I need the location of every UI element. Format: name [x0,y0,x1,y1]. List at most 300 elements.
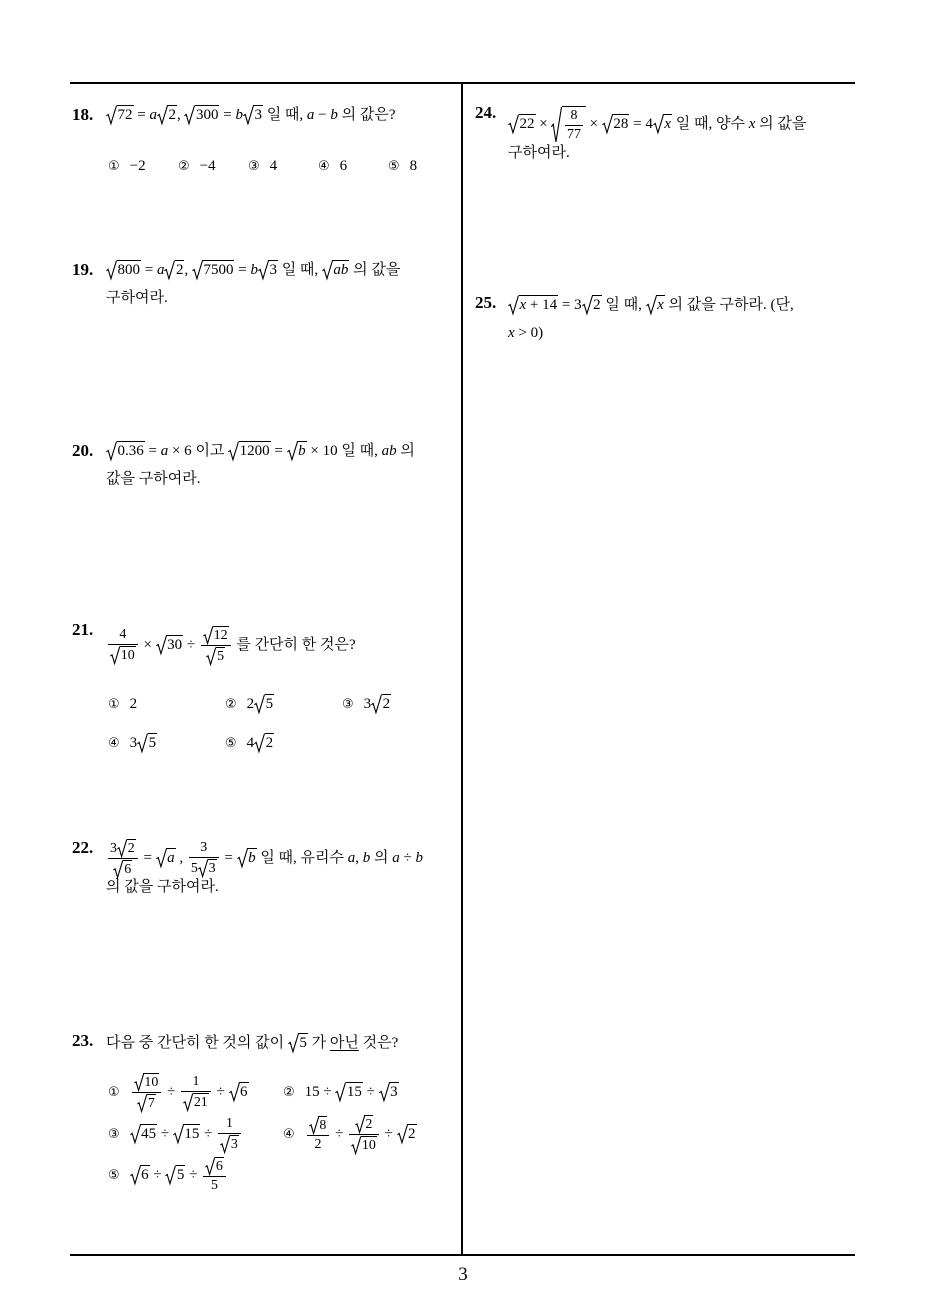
question-25 [475,291,845,347]
radical-sign-icon [165,1165,176,1184]
radicand [332,260,349,279]
square-root [228,441,271,460]
radicand [361,1136,377,1154]
text-run: 의 값을 [755,115,807,132]
radical-sign-icon [309,1116,319,1134]
math-run: , [184,262,192,278]
radical-sign-icon [173,1124,184,1143]
math-run: × 10 [306,443,338,459]
radical-sign-icon [371,694,382,713]
radical-sign-icon [397,1124,408,1143]
math-variable: a [167,849,175,866]
text-run: 구하여라. [106,290,168,306]
numerator [218,1116,241,1134]
radical-sign-icon [258,260,269,279]
math-run: 2 [408,1126,416,1143]
question-number: 25. [475,293,497,312]
math-run: 5 [265,696,274,713]
math-run: 3 [363,696,372,713]
math-run: ÷ [157,1126,173,1143]
math-run: 7 [147,1096,155,1112]
radical-sign-icon [508,295,519,314]
math-run: 2 [175,262,184,278]
math-run: 5 [190,861,198,877]
question-23 [72,1029,457,1194]
math-run: 8 [319,1118,327,1134]
math-run: × 6 [168,443,192,459]
radicand [265,694,275,713]
radicand [117,441,145,460]
math-run: 800 [117,262,140,278]
question-number: 22. [72,838,94,857]
numerator [181,1074,211,1092]
choice-marker: ① [108,1084,120,1100]
choice-marker: ① [108,697,120,713]
math-run: 10 [361,1138,376,1154]
question-text-block [508,291,845,347]
math-variable: b [250,262,258,278]
choice-4 [318,152,388,181]
radicand [265,733,275,752]
math-run: 3 [390,1084,398,1101]
radical-sign-icon [355,1115,365,1133]
radical-sign-icon [205,1157,215,1175]
square-root [203,626,229,644]
choice-expression [130,1116,243,1153]
math-run: , [176,107,185,123]
math-run: 6 [141,1167,149,1184]
radicand [519,295,559,314]
square-root [258,260,278,279]
square-root [156,848,176,867]
square-root [582,295,602,314]
radicand [239,441,271,460]
radicand [140,1165,150,1184]
radical-sign-icon [113,860,123,878]
math-variable: a [347,849,356,866]
page-number: 3 [458,1264,468,1285]
question-24 [475,103,845,167]
square-root [106,105,134,124]
choice-marker: ④ [318,159,330,174]
choice-marker: ④ [283,1127,295,1143]
math-run: 2 [168,107,176,123]
radical-sign-icon [551,106,562,143]
text-run: 의 값을 구하라. (단, [664,297,794,313]
choice-4 [108,729,225,758]
square-root [106,260,141,279]
bottom-rule [70,1254,855,1256]
math-run: 2 [365,1117,373,1133]
column-divider [461,82,463,1255]
math-run: 28 [613,115,629,132]
math-run: 0.36 [117,443,144,459]
radical-sign-icon [203,626,213,644]
choice-3 [342,690,459,719]
square-root [137,1094,156,1112]
radicand [297,441,307,460]
radicand [230,1135,239,1153]
text-run: 의 값은? [337,107,396,123]
math-run: 21 [193,1095,208,1111]
math-run: − [314,107,331,123]
question-text-block [106,101,457,129]
radical-sign-icon [351,1136,361,1154]
square-root [508,114,536,133]
choice-1 [108,690,225,719]
radical-sign-icon [157,105,168,124]
choice-3 [108,1116,283,1153]
math-run: = 3 [558,297,582,313]
square-root [113,860,132,878]
radical-sign-icon [183,1093,193,1111]
math-run: ÷ [212,1083,229,1100]
radicand [298,1033,308,1052]
radicand [176,1165,186,1184]
math-run: ÷ [200,1126,217,1143]
question-number: 23. [72,1031,94,1050]
numerator [108,839,138,859]
math-run: 6 [215,1159,223,1175]
choice-expression [130,158,146,174]
choice-marker: ② [283,1085,295,1101]
square-root [157,105,177,124]
choice-expression [130,696,138,712]
radical-sign-icon [156,848,167,867]
radical-sign-icon [137,733,148,752]
radical-sign-icon [206,647,216,665]
choice-marker: ③ [108,1127,120,1143]
math-run: = [133,107,150,123]
question-21 [72,620,457,758]
numerator [565,108,583,126]
question-19 [72,256,457,312]
radicand [202,260,234,279]
square-root [322,260,350,279]
choice-expression [410,158,418,174]
radical-sign-icon [117,839,127,857]
square-root [192,260,235,279]
radicand [208,859,217,877]
math-run: 5 [176,1167,185,1184]
math-variable: b [248,849,256,866]
math-run: 15 [346,1084,362,1101]
choice-expression [247,735,275,751]
radicand [148,733,158,752]
square-root [183,1093,209,1111]
numerator [203,1157,226,1177]
numerator [307,1116,330,1136]
text-run: 일 때, [337,443,382,459]
numerator [349,1115,379,1135]
choice-4 [283,1115,457,1154]
square-root [379,1082,399,1101]
radical-sign-icon [254,694,265,713]
square-root [397,1124,417,1143]
square-root [117,839,136,857]
choice-expression [305,1084,399,1100]
numerator [132,1073,162,1093]
math-variable: b [235,107,243,123]
denominator [307,1136,330,1153]
choice-3 [248,152,318,181]
square-root [508,295,558,314]
radicand [193,1093,209,1111]
text-run: 를 간단히 한 것은? [232,636,356,653]
radicand [123,860,132,878]
math-run: ÷ [399,849,416,866]
radicand [562,106,586,143]
square-root [254,694,274,713]
radicand [215,1157,224,1175]
math-run: 22 [519,115,535,132]
radicand [175,260,185,279]
math-run: 30 [167,636,183,653]
radicand [364,1115,373,1133]
text-run: 것은? [358,1035,399,1051]
math-run: 3 [254,107,262,123]
question-line [508,291,845,319]
square-root [106,441,145,460]
math-variable: b [362,849,371,866]
math-run: −4 [199,158,216,174]
radical-sign-icon [653,114,664,133]
math-run: 72 [117,107,133,123]
square-root [351,1136,377,1154]
question-number: 21. [72,620,94,639]
square-root [237,848,257,867]
math-run: 8 [570,108,578,123]
radicand [140,1124,157,1143]
radicand [318,1116,327,1134]
denominator [181,1092,211,1111]
math-run: × [139,636,156,653]
question-line [106,1029,457,1057]
math-run: 7500 [203,262,234,278]
radicand [663,114,672,133]
math-run: , [175,849,187,866]
text-run: 일 때, 양수 [672,115,749,132]
fraction [565,108,583,143]
math-run: 5 [148,735,157,752]
square-root [551,106,585,143]
question-line [106,437,457,465]
square-root [229,1082,249,1101]
math-run: 12 [213,628,228,643]
radicand [656,295,665,314]
question-22 [72,839,457,901]
math-run: 45 [141,1126,157,1143]
question-number: 24. [475,103,497,122]
math-run: 1 [192,1074,200,1089]
square-root [156,635,184,654]
square-root [371,694,391,713]
radicand [268,260,278,279]
math-run: ÷ [163,1083,180,1100]
answer-choices [108,152,457,181]
question-text-block [106,839,457,901]
math-run: 4 [269,158,278,174]
math-run: 6 [124,862,132,878]
math-run: 10 [144,1075,159,1090]
math-run: 15 [184,1126,200,1143]
text-run: 다음 중 간단히 한 것의 값이 [106,1035,288,1051]
question-number: 20. [72,441,94,460]
math-run: ÷ [149,1167,166,1184]
radicand [213,626,229,644]
choice-marker: ⑤ [108,1168,120,1184]
math-run: 6 [240,1083,248,1100]
radicand [117,260,142,279]
fraction [203,1157,226,1194]
question-text-block [508,106,845,167]
radical-sign-icon [508,114,519,133]
radical-sign-icon [582,295,593,314]
radicand [216,647,225,665]
math-run: 3 [230,1137,238,1153]
fraction [349,1115,379,1154]
math-variable: x [508,325,515,341]
math-run: = [144,443,161,459]
fraction [307,1116,330,1153]
text-run: 의 값을 구하여라. [106,879,219,896]
square-root [164,260,184,279]
math-variable: ab [381,443,397,459]
radical-sign-icon [198,859,208,877]
math-run: 6 [339,158,348,174]
fraction [181,1074,211,1111]
question-line [106,284,457,312]
radicand [147,1094,156,1112]
math-run: ÷ [331,1126,348,1143]
math-run: 2 [314,1137,322,1153]
choice-marker: ② [178,159,190,174]
choice-marker: ② [225,697,237,713]
square-root [184,105,219,124]
math-run: 3 [200,840,208,855]
radicand [195,105,220,124]
radicand [346,1082,363,1101]
math-run: 8 [409,158,418,174]
math-run: × [585,115,602,132]
denominator [218,1134,241,1153]
math-run: 5 [299,1035,307,1051]
math-variable: a [156,262,165,278]
fraction [218,1116,241,1153]
math-run: 15 ÷ [304,1084,336,1101]
square-root [134,1073,160,1091]
math-run: 2 [127,841,135,856]
square-root [653,114,672,133]
radicand [612,114,629,133]
math-run: > 0) [514,325,544,341]
question-text-block [106,256,457,312]
numerator [108,627,138,645]
question-text-block [106,626,457,665]
math-variable: x [519,297,527,313]
radicand [183,1124,200,1143]
text-run: 의 값을 [349,262,401,278]
text-run: 의 [396,443,415,459]
question-number: 19. [72,260,94,279]
radical-sign-icon [184,105,195,124]
math-variable: a [306,107,315,123]
answer-choices [108,690,457,758]
question-line [106,101,457,129]
radicand [239,1082,249,1101]
denominator [201,646,231,665]
math-run: , [355,849,363,866]
text-run: 일 때, [277,262,322,278]
radical-sign-icon [134,1073,144,1091]
choice-expression [130,1159,228,1194]
choice-1 [108,152,178,181]
choice-5 [225,729,342,758]
math-variable: x [657,297,664,313]
radical-sign-icon [110,646,120,664]
math-variable: b [415,849,423,866]
square-root [220,1135,239,1153]
choice-expression [130,1074,249,1112]
radical-sign-icon [243,105,254,124]
radical-sign-icon [220,1135,230,1153]
math-run: = [219,107,236,123]
square-root [198,859,217,877]
radicand [127,839,136,857]
math-run: ÷ [362,1084,379,1101]
radicand [117,105,134,124]
math-run: 2 [265,735,274,752]
text-run: 구하여라. [508,145,570,162]
math-variable: x [748,115,756,132]
square-root [110,646,136,664]
square-root [288,1033,308,1052]
fraction [189,840,219,877]
math-run: = [270,443,287,459]
choice-marker: ⑤ [388,159,400,174]
math-variable: b [298,443,306,459]
math-run: 5 [217,649,225,665]
math-run: 2 [382,696,391,713]
math-run: 2 [593,297,601,313]
radical-sign-icon [130,1124,141,1143]
choice-expression [340,158,348,174]
math-run: = [139,849,156,866]
text-run: 의 [370,849,393,866]
choice-expression [270,158,278,174]
math-variable: x [664,115,672,132]
math-run: 3 [129,735,138,752]
math-run: 2 [246,696,255,713]
math-run: 4 [119,627,127,642]
radicand [247,848,257,867]
square-root [205,1157,224,1175]
text-run: 일 때, [601,297,646,313]
question-line [106,626,457,665]
choice-expression [364,696,392,712]
radical-sign-icon [379,1082,390,1101]
radical-sign-icon [646,295,657,314]
question-line [508,106,845,143]
radicand [382,694,392,713]
math-run: 4 [246,735,255,752]
question-line [508,139,845,167]
top-rule [70,82,855,84]
radicand [167,105,177,124]
choice-5 [388,152,458,181]
radical-sign-icon [229,1082,240,1101]
square-root [287,441,307,460]
